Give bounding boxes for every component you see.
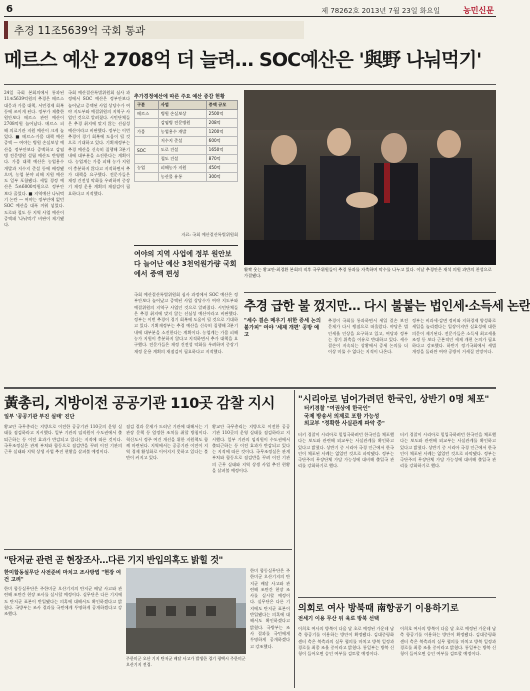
table-cell: 철도 건설 [158,155,206,164]
article-column: 점검 결과 문제가 드러난 기관에 대해서는 기관장 문책 등 엄정한 조치를 취할 방침이다. 혁신도시 정주 여건 개선을 위한 지원책도 함께 마련된다. 지역에서는 공공기관 이전이 지역 경제 활성화로 이어지지 못하고 있다는 불만이 커지고 있다. [126,424,208,461]
article-column: 국회 예산결산특별위원회 심사 과정에서 SOC 예산은 정부안보다 늘어났고 증액된 사업 상당수가 여야 지도부와 예결위원의 지역구 사업인 것으로 알려졌다. 시민단체들은 추경 취지에 맞지 않는 선심성 예산이라고 비판했다. 정부는 이번 추경이 경기 회복에 도움이 될 것으로 기대하고 있다. 기획재정부는 추경 예산을 신속히 집행해 3분기 내에 대부분을 소진한다는 계획이다. 농업계는 가뭄 피해 농가 지원이 충분하지 않다고 지적하면서 추가 대책을 요구했다. 전문가들은 재정 건전성 악화를 우려하며 중장기 재정 운용 계획의 재점검이 필요하다고 지적했다. [134,292,238,354]
table-cell: 도로 건설 [158,146,206,155]
table-row [135,155,238,164]
table-source: 자료: 국회 예산결산특별위원회 [181,232,238,237]
table-header: 증액 규모 [206,101,237,110]
table-cell: SOC [135,146,159,155]
article-subhead: 전세기 이용 무산 뒤 육로 방북 선택 [298,616,379,622]
article-column: 24일 국회 본회의에서 통과된 11조5639억원의 추경은 메르스 대응과 가뭄 대책, 서민경제 회복 등에 쓰이게 된다. 정부가 제출한 원안보다 메르스 관련 예산이 2708억원 늘어났다. 메르스 피해 의료기관 지원 예산이 크게 늘었다. ■ 메르스·가뭄 대책 예산 증액 — 여야는 병원 손실보상 예산을 정부안보다 증액하고 감염병 전문병원 설립 예산도 반영했다. 가뭄 대책 예산은 농업용수 개발과 저수지 준설 등에 배정됐으며, 농업 분야 피해 지원 예산도 일부 포함됐다. 세입 경정 예산은 5조6000억원으로 정부안보다 줄었다. ■ 지역예산 나눠먹기 논란 — 여야는 정부안에 없던 SOC 예산을 대폭 끼워 넣었다. 도로와 철도 등 지역 사업 예산이 증액돼 '나눠먹기' 비판이 제기됐다. [4,90,64,228]
article-column: 한미 합동실무단은 주한미군 오산기지의 탄저균 배달 사고와 관련해 조만간 현장 조사를 실시할 예정이다. 실무단은 다른 기지에도 탄저균 표본이 반입됐다는 의혹에 대해서도 확인하겠다고 밝혔다. 국방부는 조사 결과를 국민에게 투명하게 공개하겠다고 강조했다. [4,586,122,617]
article-column: 추경이 국회를 통과하면서 세입 결손 보전 문제가 다시 쟁점으로 떠올랐다. 야당은 법인세율 인상을 요구하고 있고, 여당과 정부는 경기 위축을 이유로 반대하고 있다. 세수 결손이 지속되는 상황에서 증세 논의를 더 이상 미룰 수 없다는 지적이 나온다. [328,318,408,355]
divider [4,549,292,550]
table-cell: 300억 [206,173,237,182]
table-cell [135,155,159,164]
article-column: 터키 경찰이 시리아로 밀입국하려던 한국인을 체포했다는 보도와 관련해 외교부는 사실관계를 확인하고 있다고 밝혔다. 상반기 중 시리아 국경 인근에서 한국인이 체포된 사례는 없었던 것으로 파악됐다. 정부는 극단주의 무장단체 가담 가능성에 대비해 출입국 관리를 강화하기로 했다. [298,432,394,469]
table-cell: 병원 손실보상 [158,110,206,119]
vertical-divider [294,390,295,688]
table-row [135,119,238,128]
article-subhead: "세수 결손 메우기 위한 증세 논의 불가피" 여야 '세제 개편' 공방 예고 [244,318,321,338]
table-cell: 메르스 [135,110,159,119]
fourth-headline: "탄저균 관련 곧 현장조사…다른 기지 반입의혹도 밝힐 것" [4,556,223,566]
table-cell: 저수지 준설 [158,137,206,146]
article-column: 이희호 여사의 방북이 다음 달 초로 예정된 가운데 남측 항공기를 이용하는 방안이 확정됐다. 김대중평화센터 측은 북측과의 실무 협의를 마치고 방북 일정과 경로를 최종 조율 중이라고 밝혔다. 통일부는 방북 신청이 들어오면 승인 여부를 검토할 예정이다. [400,626,496,657]
table-row [135,110,238,119]
table-cell [135,119,159,128]
photo-caption: 주한미군 오산 기지 탄저균 배달 사고가 발생한 경기 평택시 주한미군 오산기지 전경. [126,656,246,667]
table-cell: 농업 [135,164,159,173]
table-row [135,137,238,146]
table-cell: 600억 [206,137,237,146]
divider [298,597,496,598]
table-cell: 1200억 [206,128,237,137]
page-number: 6 [6,4,13,15]
article-subhead: 한미합동실무단 사전준비 마치고 조사방법 "현장 여건 고려" [4,570,121,583]
rightbox-headline: "시리아로 넘어가려던 한국인, 상반기 0명 체포" [298,395,490,405]
photo-base [126,568,246,654]
article-column: 황교안 국무총리는 지방으로 이전한 공공기관 110곳의 운영 실태를 점검하라고 지시했다. 일부 기관의 임직원이 수도권에서 출퇴근하는 등 이전 효과가 반감되고 있다는 지적에 따른 것이다. 국무조정실은 관계 부처와 합동으로 점검반을 꾸려 이전 기관의 근무 실태와 지역 상생 사업 추진 현황을 살펴볼 예정이다. [212,424,290,474]
section-label: 추경 11조5639억 국회 통과 [4,21,304,39]
main-headline: 메르스 예산 2708억 더 늘려… SOC예산은 '與野 나눠먹기' [4,49,482,71]
table-cell: 피해농가 지원 [158,164,206,173]
table-cell [135,137,159,146]
divider [244,292,496,293]
table-header-row [135,101,238,110]
rightbox-subhead: 터키경찰 "여권상에 한국인" 국제 방송서 의제로 포함 가능성 외교부 "정확한 사실관계 파악 중" [304,406,385,427]
divider [4,84,496,85]
article-column: 정부는 비과세·감면 정비와 지하경제 양성화로 세입을 늘리겠다는 입장이지만 실효성에 대한 의문이 제기된다. 전문가들은 소득세 최고세율 조정 등 보다 근본적인 세제 개편 논의가 필요하다고 강조했다. 하반기 정기국회에서 세법 개정을 둘러싼 여야 공방이 거세질 전망이다. [412,318,496,355]
second-headline: 추경 급한 불 껐지만… 다시 불붙는 법인세·소득세 논란 [244,298,530,313]
article-column: 국회 예산결산특별위원회 심사 과정에서 SOC 예산은 정부안보다 늘어났고 증액된 사업 상당수가 여야 지도부와 예결위원의 지역구 사업인 것으로 알려졌다. 시민단체들은 추경 취지에 맞지 않는 선심성 예산이라고 비판했다. 정부는 이번 추경이 경기 회복에 도움이 될 것으로 기대하고 있다. 기획재정부는 추경 예산을 신속히 집행해 3분기 내에 대부분을 소진한다는 계획이다. 농업계는 가뭄 피해 농가 지원이 충분하지 않다고 지적하면서 추가 대책을 요구했다. 전문가들은 재정 건전성 악화를 우려하며 중장기 재정 운용 계획의 재점검이 필요하다고 지적했다. [68,90,130,196]
table-header: 사업 [158,101,206,110]
table-cell: 감염병 전문병원 [158,119,206,128]
table-cell: 450억 [206,164,237,173]
photo-image [126,568,246,654]
budget-table [134,100,238,182]
divider [4,387,496,389]
table-row [135,128,238,137]
table-title: 추가경정예산에 따른 주요 예산 증감 현황 [134,94,225,100]
table-cell: 1650억 [206,146,237,155]
third-headline: 黃총리, 지방이전 공공기관 110곳 감찰 지시 [4,396,275,412]
article-column: 한미 합동실무단은 주한미군 오산기지의 탄저균 배달 사고와 관련해 조만간 현장 조사를 실시할 예정이다. 실무단은 다른 기지에도 탄저균 표본이 반입됐다는 의혹에 대해서도 확인하겠다고 밝혔다. 국방부는 조사 결과를 국민에게 투명하게 공개하겠다고 강조했다. [250,568,290,649]
table-cell: 870억 [206,155,237,164]
article-column: 이희호 여사의 방북이 다음 달 초로 예정된 가운데 남측 항공기를 이용하는 방안이 확정됐다. 김대중평화센터 측은 북측과의 실무 협의를 마치고 방북 일정과 경로를 최종 조율 중이라고 밝혔다. 통일부는 방북 신청이 들어오면 승인 여부를 검토할 예정이다. [298,626,394,657]
table-cell [135,173,159,182]
table-row [135,146,238,155]
article-subhead: 일부 '공공기관 부진 실태' 진단 [4,414,75,420]
page-header [4,3,496,17]
newspaper-name: 농민신문 [463,6,494,15]
table-row [135,164,238,173]
table-header: 구분 [135,101,159,110]
photo-caption: 활짝 웃는 황교안·최경환 본회의 직후 국무위원들이 추경 통과를 자축하며 악수를 나누고 있다. 이날 추경안은 재석 의원 과반의 찬성으로 가결됐다. [244,267,492,278]
table-cell: 208억 [206,119,237,128]
table-row [135,173,238,182]
article-column: 터키 경찰이 시리아로 밀입국하려던 한국인을 체포했다는 보도와 관련해 외교부는 사실관계를 확인하고 있다고 밝혔다. 상반기 중 시리아 국경 인근에서 한국인이 체포된 사례는 없었던 것으로 파악됐다. 정부는 극단주의 무장단체 가담 가능성에 대비해 출입국 관리를 강화하기로 했다. [400,432,496,469]
fifth-headline: 의회로 여사 방북때 南항공기 이용하기로 [298,604,459,614]
photo-politicians [244,90,496,265]
dateline: 제 78262호 2013년 7월 23일 화요일 [321,7,440,15]
table-cell: 가뭄 [135,128,159,137]
table-cell: 2500억 [206,110,237,119]
photo-image [244,90,496,265]
table-cell: 농업용수 개발 [158,128,206,137]
pull-quote: 여야의 지역 사업에 정부 원안보다 늘어난 예산 3천억원가량 국회에서 증액 편성 [134,245,238,279]
table-cell: 농산물 유통 [158,173,206,182]
article-column: 황교안 국무총리는 지방으로 이전한 공공기관 110곳의 운영 실태를 점검하라고 지시했다. 일부 기관의 임직원이 수도권에서 출퇴근하는 등 이전 효과가 반감되고 있다는 지적에 따른 것이다. 국무조정실은 관계 부처와 합동으로 점검반을 꾸려 이전 기관의 근무 실태와 지역 상생 사업 추진 현황을 살펴볼 예정이다. [4,424,122,455]
